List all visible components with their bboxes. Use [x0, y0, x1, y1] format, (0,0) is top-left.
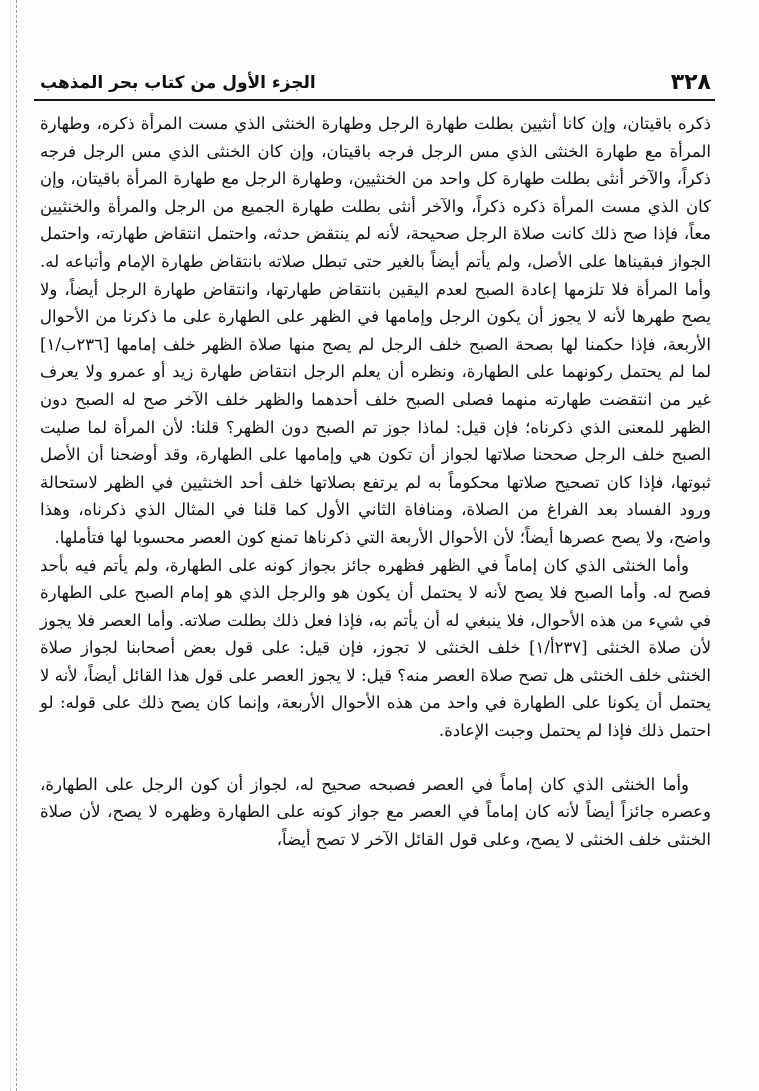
page-body	[40, 110, 711, 853]
body-paragraph-1: ذكره باقيتان، وإن كانا أنثيين بطلت طهارة الرجل وطهارة الخنثى الذي مست المرأة ذكره، وطهارة المرأة مع طهارة الخنثى الذي مس الرجل فرجه باقيتان، وإن كان الخنثى الذي مس الرجل فرجه ذكراً، والآخر أنثى بطلت طهارة كل واحد من الخنثيين، وطهارة الرجل مع طهارة المرأة باقيتان، وإن كان الذي مست المرأة ذكره ذكراً، والآخر أنثى بطلت طهارة الجميع من الرجل والمرأة والخنثيين معاً، فإذا صح ذلك كانت صلاة الرجل صحيحة، لأنه لم ينتقض حدثه، واحتمل انتقاض طهارته، واحتمل الجواز فبقيناها على الأصل، ولم يأتم أيضاً بالغير حتى تبطل صلاته بانتقاض طهارة الإمام وأتباعه له. وأما المرأة فلا تلزمها إعادة الصبح لعدم اليقين بانتقاض طهارتها، وانتقاض طهارة الرجل أيضاً، ولا يصح طهرها لأنه لا يجوز أن يكون الرجل وإمامها في الظهر على الطهارة على ما ذكرنا من الأحوال الأربعة، فإذا حكمنا لها بصحة الصبح خلف الرجل لم يصح منها صلاة الظهر خلف إمامها [٢٣٦ب/١] لما لم يحتمل ركونهما على الطهارة، ونظره أن يعلم الرجل انتقاض طهارة زيد أو عمرو ولا يعرف غير من انتقضت طهارته منهما فصلى الصبح خلف أحدهما والظهر خلف الآخر صح له الصبح دون الظهر للمعنى الذي ذكرناه؛ فإن قيل: لماذا جوز تم الصبح دون الظهر؟ قلنا: لأن المرأة لما صليت الصبح خلف الرجل صححنا صلاتها لجواز أن تكون هي وإمامها على الطهارة، وقد أوضحنا أن الأصل ثبوتها، فإذا كان تصحيح صلاتها محكوماً به لم يرتفع بصلاتها خلف أحد الخنثيين في الظهر لاستحالة ورود الفساد بعد الفراغ من الصلاة، ومنافاة الثاني الأول كما قلنا في المثال الذي ذكرناه، وهذا واضح، ولا يصح عصرها أيضاً؛ لأن الأحوال الأربعة التي ذكرناها تمنع كون العصر محسوبا لها فتأملها.	[40, 114, 711, 547]
scan-margin-dotted-line	[10, 0, 11, 1091]
page-number: ٣٢٨	[670, 70, 711, 95]
body-paragraph-2: وأما الخنثى الذي كان إماماً في الظهر فظهره جائز بجواز كونه على الطهارة، ولم يأتم فيه بأحد فصح له. وأما الصبح فلا يصح لأنه لا يحتمل أن يكون هو والرجل الذي هو إمام الصبح على الطهارة في شيء من هذه الأحوال، فلا ينبغي له أن يأتم به، فإذا فعل ذلك بطلت صلاته. وأما العصر فلا يجوز لأن صلاة الخنثى [٢٣٧أ/١] خلف الخنثى لا تجوز، فإن قيل: على قول بعض أصحابنا لجواز صلاة الخنثى خلف الخنثى هل تصح صلاة العصر منه؟ قيل: لا يجوز العصر على قول هذا القائل أيضاً، لأنه لا يحتمل أن يكونا على الطهارة في واحد من هذه الأحوال الأربعة، وإنما كان يصح ذلك على قوله: لو احتمل ذلك فإذا لم يحتمل وجبت الإعادة.	[40, 555, 711, 741]
header-divider	[34, 99, 715, 101]
page-header	[40, 62, 711, 96]
body-paragraph-3: وأما الخنثى الذي كان إماماً في العصر فصبحه صحيح له، لجواز أن كون الرجل على الطهارة، وعصره جائزاً أيضاً لأنه كان إماماً في العصر مع جواز كونه على الطهارة وظهره لا يصح، لأن صلاة الخنثى خلف الخنثى لا يصح، وعلى قول القائل الآخر لا تصح أيضاً،	[40, 774, 711, 849]
scan-margin-dashed-line	[16, 0, 17, 1091]
running-title: الجزء الأول من كتاب بحر المذهب	[40, 73, 316, 93]
